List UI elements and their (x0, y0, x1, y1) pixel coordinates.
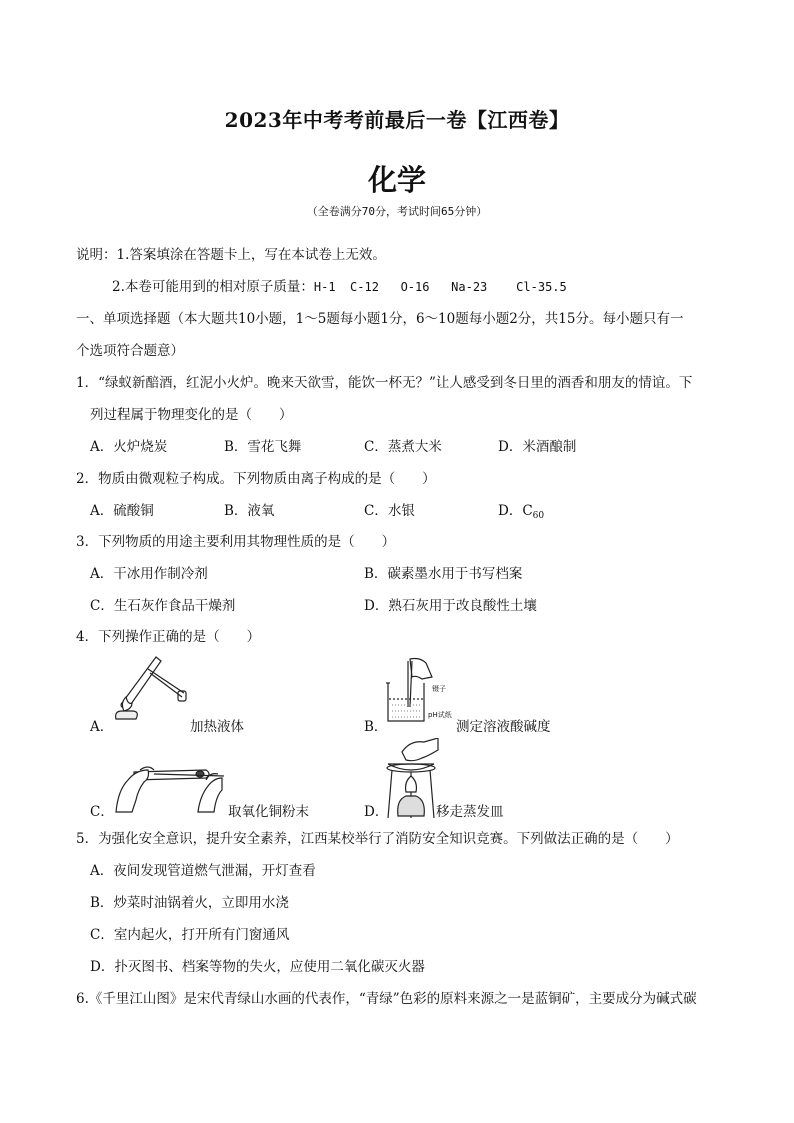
note-1: 1.答案填涂在答题卡上，写在本试卷上无效。 (116, 247, 386, 263)
powder-sampling-figure (114, 756, 226, 814)
q3-option-c: C．生石灰作食品干燥剂 (90, 598, 236, 614)
q4-stem: 4．下列操作正确的是（ ） (76, 629, 261, 645)
q5-option-d: D．扑灭图书、档案等物的失火，应使用二氧化碳灭火器 (90, 959, 425, 975)
notes-line-1 (76, 246, 386, 264)
q4-option-b-letter: B． (364, 719, 388, 735)
section-1-heading-b: 个选项符合题意） (76, 343, 184, 359)
q2-option-d (498, 502, 544, 525)
q5-option-b: B．炒菜时油锅着火，立即用水浇 (90, 895, 289, 911)
heating-liquid-figure (112, 653, 192, 721)
q6-stem: 6.《千里江山图》是宋代青绿山水画的代表作，“青绿”色彩的原料来源之一是蓝铜矿，主要成分为碱式碳 (76, 991, 697, 1007)
note-2-masses: H-1 C-12 O-16 Na-23 Cl-35.5 (313, 280, 567, 294)
q5-option-a: A．夜间发现管道燃气泄漏，开灯查看 (90, 863, 316, 879)
section-1-heading (76, 310, 683, 328)
q3-option-d: D．熟石灰用于改良酸性土壤 (364, 598, 537, 614)
q1-option-a: A．火炉烧炭 (90, 439, 168, 455)
q2-option-c: C．水银 (364, 503, 415, 519)
q4-option-d-letter: D． (364, 804, 389, 820)
q4-option-c-text: 取氧化铜粉末 (228, 804, 309, 820)
q2-stem: 2．物质由微观粒子构成。下列物质由离子构成的是（ ） (76, 471, 436, 487)
q4-option-d-text: 移走蒸发皿 (436, 804, 504, 820)
section-1-heading-a: 一、单项选择题（本大题共10小题，1～5题每小题1分，6～10题每小题2分，共15分。每小题只有一 (76, 311, 684, 327)
q1-stem-b: 列过程属于物理变化的是（ ） (90, 407, 293, 423)
q5-stem: 5．为强化安全意识，提升安全素养，江西某校举行了消防安全知识竞赛。下列做法正确的是（ ） (76, 831, 679, 847)
q2-option-a: A．硫酸铜 (90, 503, 154, 519)
q3-option-a: A．干冰用作制冷剂 (90, 566, 208, 582)
q1-option-d: D．米酒酿制 (498, 439, 577, 455)
subject-title: 化学 (367, 163, 426, 197)
q4-option-b-text: 测定溶液酸碱度 (456, 719, 551, 735)
note-2-prefix: 2.本卷可能用到的相对原子质量： (112, 279, 314, 295)
q3-option-b: B．碳素墨水用于书写档案 (364, 566, 523, 582)
q5-option-c: C．室内起火，打开所有门窗通风 (90, 927, 290, 943)
q3-stem: 3．下列物质的用途主要利用其物理性质的是（ ） (76, 534, 396, 550)
tweezers-label: 镊子 (432, 685, 446, 693)
q1-stem-a: 1．“绿蚁新醅酒，红泥小火炉。晚来天欲雪，能饮一杯无？”让人感受到冬日里的酒香和朋友的情谊。下 (76, 375, 693, 391)
q1-option-b: B．雪花飞舞 (224, 439, 302, 455)
q2-option-d-subscript: 60 (532, 511, 545, 521)
q4-option-a-text: 加热液体 (190, 719, 244, 735)
q1-option-c: C．蒸煮大米 (364, 439, 442, 455)
exam-info: （全卷满分70分，考试时间65分钟） (306, 205, 488, 218)
q4-option-c-letter: C． (90, 804, 114, 820)
q2-option-b: B．液氧 (224, 503, 275, 519)
exam-title: 2023年中考考前最后一卷【江西卷】 (224, 108, 570, 132)
evaporating-dish-figure (382, 738, 440, 820)
ph-test-figure (382, 655, 434, 725)
notes-label: 说明： (76, 247, 117, 263)
q2-option-d-text: D．C (498, 503, 533, 519)
notes-line-2 (112, 278, 567, 296)
q4-option-a-letter: A． (90, 719, 114, 735)
ph-paper-label: pH试纸 (428, 711, 452, 719)
